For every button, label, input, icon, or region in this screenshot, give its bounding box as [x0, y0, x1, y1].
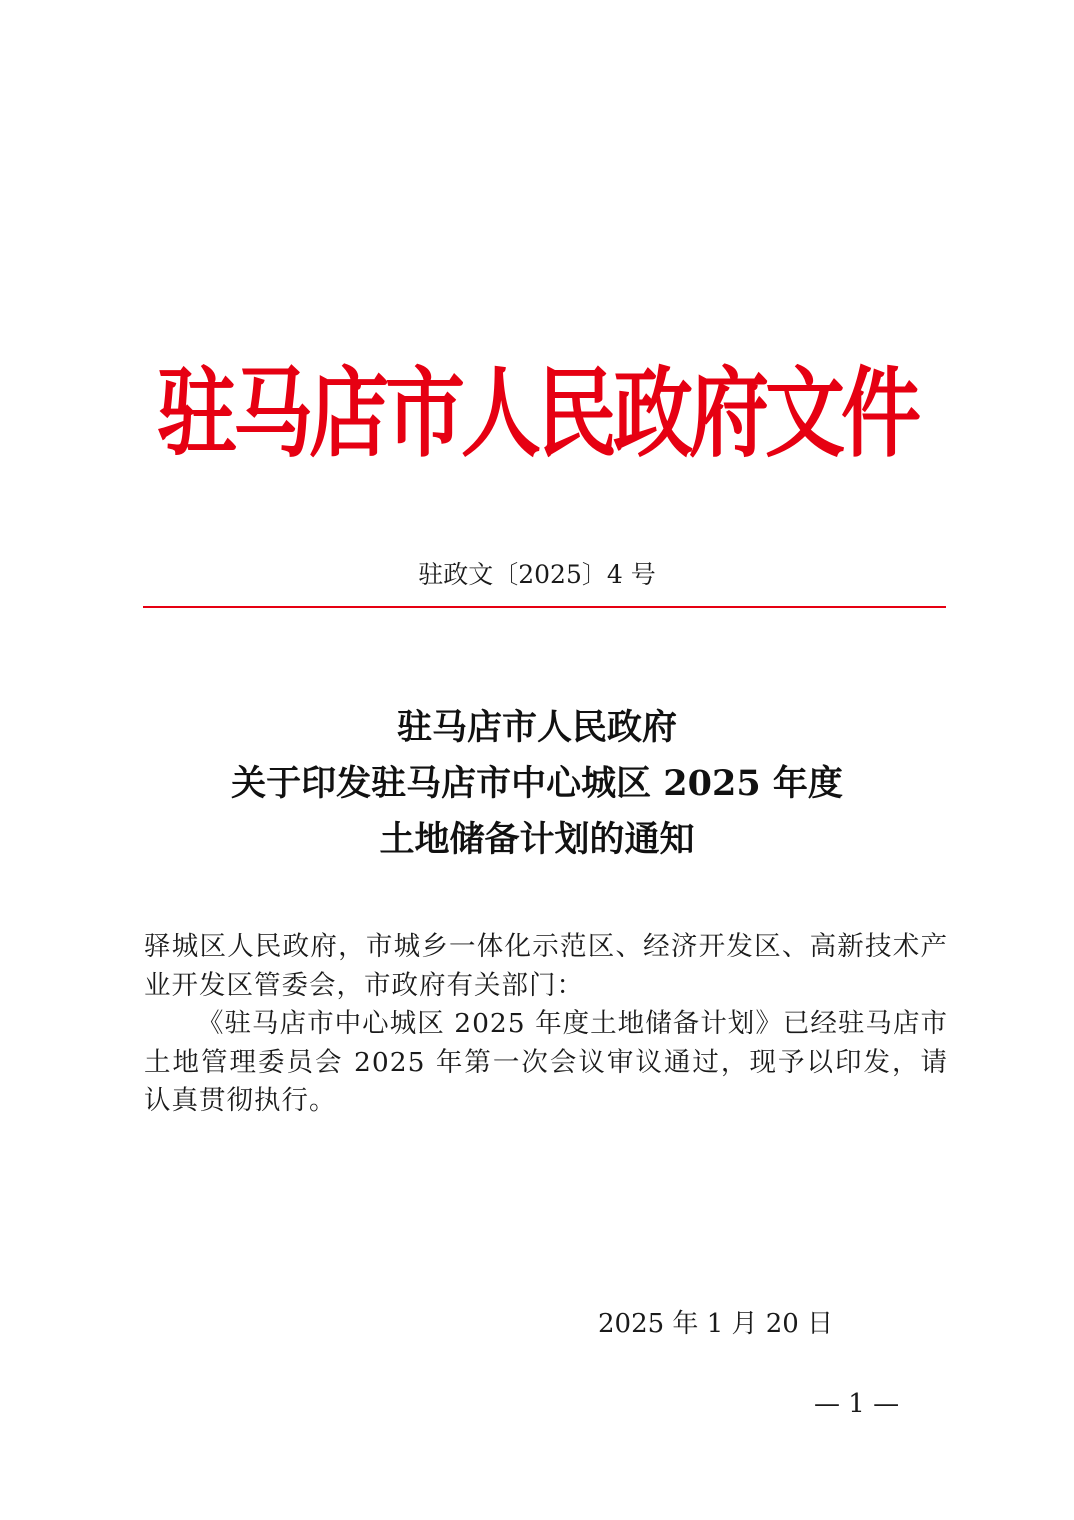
issue-date: 2025 年 1 月 20 日	[598, 1309, 834, 1339]
document-body	[144, 928, 948, 1121]
document-number: 驻政文〔2025〕4 号	[418, 560, 656, 589]
title-line-notice: 土地储备计划的通知	[379, 819, 695, 860]
red-separator-line	[143, 606, 946, 608]
title-line-subject: 关于印发驻马店市中心城区 2025 年度	[231, 763, 843, 804]
salutation: 驿城区人民政府，市城乡一体化示范区、经济开发区、高新技术产业开发区管委会，市政府有关部门：	[144, 931, 948, 1001]
document-title	[0, 700, 1074, 868]
title-line-issuer: 驻马店市人民政府	[396, 707, 677, 748]
body-paragraph: 《驻马店市中心城区 2025 年度土地储备计划》已经驻马店市土地管理委员会 2025 年第一次会议审议通过，现予以印发，请认真贯彻执行。	[144, 1008, 948, 1116]
document-masthead: 驻马店市人民政府文件	[157, 355, 917, 471]
page-number: — 1 —	[814, 1389, 900, 1419]
